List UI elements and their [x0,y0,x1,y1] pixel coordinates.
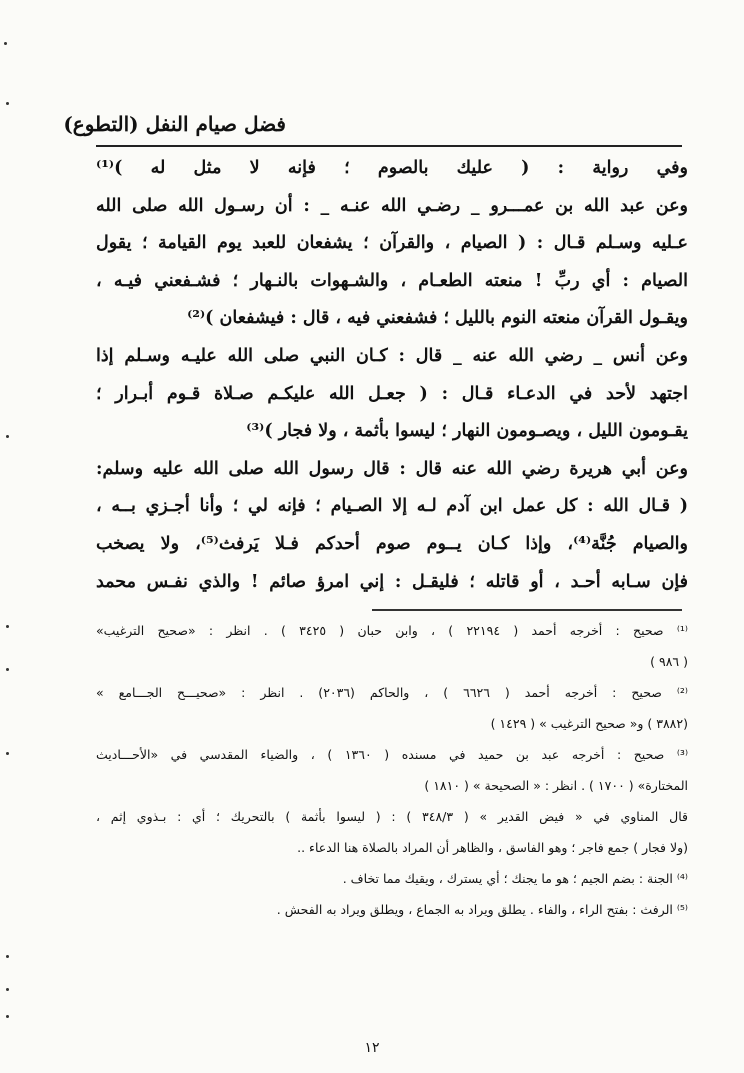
scan-speck [6,625,9,628]
text-line: وعن أبي هريرة رضي الله عنه قال : قال رسول الله صلى الله عليه وسلم: [96,458,688,479]
footnote-divider [372,609,682,611]
main-text [96,150,688,601]
footnote-line: ( ٩٨٦ ) [650,654,688,669]
footnote-line: المختارة» ( ١٧٠٠ ) . انظر : « الصحيحة » ( ١٨١٠ ) [424,778,688,793]
scan-speck [6,668,9,671]
footnote-line: (ولا فجار ) جمع فاجر ؛ وهو الفاسق ، والظاهر أن المراد بالصلاة هنا الدعاء .. [297,840,688,855]
text-line: ( قـال الله : كل عمل ابن آدم لـه إلا الصـيام ؛ فإنه لي ؛ وأنا أجـزي بــه ، [96,496,688,517]
footnote-line: (٣٨٨٢ ) و« صحيح الترغيب » ( ١٤٢٩ ) [490,716,688,731]
running-header-title: فضل صيام النفل (التطوع) [63,112,286,136]
text-line: اجتهد لأحد في الدعـاء قـال : ( جعـل الله عليكـم صـلاة قـوم أبـرار ؛ [96,383,688,404]
text-line: يقـومون الليل ، ويصـومون النهار ؛ ليسوا بأثمة ، ولا فجار )⁽³⁾ [246,421,688,442]
footnote-line: ⁽⁴⁾ الجنة : بضم الجيم ؛ هو ما يجنك ؛ أي يسترك ، ويقيك مما تخاف . [342,871,688,886]
scan-speck [6,435,9,438]
text-line: والصيام جُنَّة⁽⁴⁾، وإذا كـان يــوم صوم أحدكم فـلا يَرفث⁽⁵⁾، ولا يصخب [96,533,688,554]
scan-speck [6,752,9,755]
footnotes [96,615,688,925]
text-line: وعن أنس _ رضي الله عنه _ قال : كـان النبي صلى الله عليـه وسـلم إذا [96,345,688,366]
text-line: عـليه وسـلم قـال : ( الصيام ، والقرآن ؛ يشفعان للعبد يوم القيامة ؛ يقول [96,233,688,254]
page-number: ١٢ [364,1040,380,1056]
scan-speck [6,988,9,991]
text-line: ويقـول القرآن منعته النوم بالليل ؛ فشفعني فيه ، قال : فيشفعان )⁽²⁾ [187,308,688,329]
text-line: فإن سـابه أحـد ، أو قاتله ؛ فليقـل : إني امرؤ صائم ! والذي نفـس محمد [96,571,688,592]
footnote-line: ⁽²⁾ صحيح : أخرجه أحمد ( ٦٦٢٦ ) ، والحاكم (٢٠٣٦) . انظر : «صحيـــح الجـــامع » [96,685,688,700]
footnote-line: ⁽¹⁾ صحيح : أخرجه أحمد ( ٢٢١٩٤ ) ، وابن حبان ( ٣٤٢٥ ) . انظر : «صحيح الترغيب» [96,623,688,638]
footnote-line: ⁽⁵⁾ الرفث : بفتح الراء ، والفاء . يطلق ويراد به الجماع ، ويطلق ويراد به الفحش . [276,902,688,917]
text-line: وعن عبد الله بن عمـــرو _ رضـي الله عنـه _ : أن رسـول الله صلى الله [96,195,688,216]
text-line: وفي رواية : ( عليك بالصوم ؛ فإنه لا مثل له )⁽¹⁾ [96,158,688,178]
footnote-line: قال المناوي في « فيض القدير » ( ٣٤٨/٣ ) : ( ليسوا بأثمة ) بالتحريك ؛ أي : بـذوي إثم ، [96,809,688,824]
scan-speck [6,1015,9,1018]
header-divider [96,145,682,147]
scan-speck [4,42,7,45]
scan-speck [6,955,9,958]
footnote-line: ⁽³⁾ صحيح : أخرجه عبد بن حميد في مسنده ( ١٣٦٠ ) ، والضياء المقدسي في «الأحـــاديث [96,747,688,762]
text-line: الصيام : أي ربِّ ! منعته الطعـام ، والشـهوات بالنـهار ؛ فشـفعني فيـه ، [96,270,688,291]
scan-speck [6,102,9,105]
